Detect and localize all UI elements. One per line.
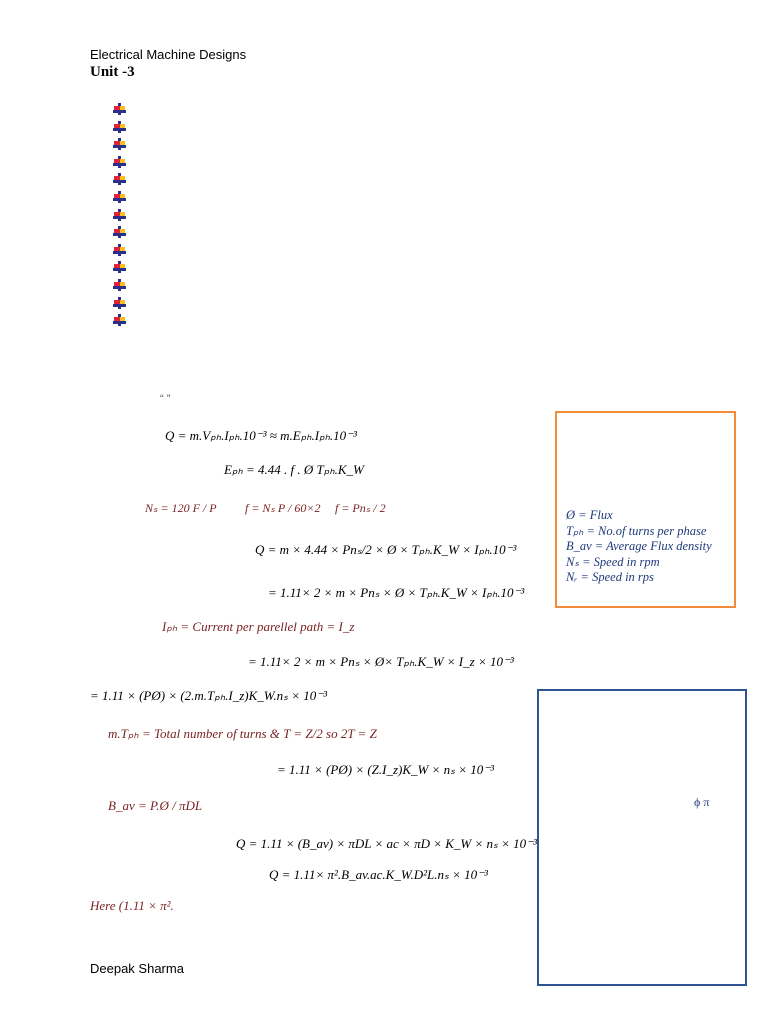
equation-q-step3: = 1.11 × (PØ) × (2.m.Tₚₕ.I_z)K_W.nₛ × 10⁻³ <box>90 688 328 703</box>
pushpin-icon <box>113 244 127 258</box>
legend-turns: Tₚₕ = No.of turns per phase <box>566 523 707 538</box>
pushpin-icon <box>113 314 127 328</box>
bullet-item <box>113 154 127 172</box>
bullet-item <box>113 224 127 242</box>
pushpin-icon <box>113 261 127 275</box>
equation-q-step5: Q = 1.11 × (B_av) × πDL × ac × πD × K_W × nₛ × 10⁻³ <box>236 836 537 851</box>
bullet-item <box>113 189 127 207</box>
equation-f-2: f = Pnₛ / 2 <box>335 501 386 515</box>
phi-pi-text: ϕ π <box>694 795 710 809</box>
equation-ns: Nₛ = 120 F / P <box>145 501 217 515</box>
pushpin-icon <box>113 209 127 223</box>
bullet-list <box>113 101 127 330</box>
bullet-item <box>113 119 127 137</box>
pushpin-icon <box>113 173 127 187</box>
pushpin-icon <box>113 191 127 205</box>
equation-q-step1: = 1.11× 2 × m × Pnₛ × Ø × Tₚₕ.K_W × Iₚₕ.10⁻³ <box>268 585 525 600</box>
bullet-item <box>113 136 127 154</box>
author-footer: Deepak Sharma <box>90 961 184 976</box>
equation-turns-def: m.Tₚₕ = Total number of turns & T = Z/2 so 2T = Z <box>108 726 377 741</box>
legend-box <box>555 411 736 608</box>
bullet-item <box>113 207 127 225</box>
equation-f-1: f = Nₛ P / 60×2 <box>245 501 321 515</box>
bullet-item <box>113 242 127 260</box>
legend-text <box>566 508 712 586</box>
equation-q-final: Q = 1.11× π².B_av.ac.K_W.D²L.nₛ × 10⁻³ <box>269 867 488 882</box>
unit-title: Unit -3 <box>90 64 135 80</box>
notes-box <box>537 689 747 986</box>
equation-here: Here (1.11 × π². <box>90 898 174 913</box>
bullet-item <box>113 295 127 313</box>
equation-bav: B_av = P.Ø / πDL <box>108 798 203 813</box>
pushpin-icon <box>113 156 127 170</box>
legend-flux: Ø = Flux <box>566 508 613 522</box>
pushpin-icon <box>113 103 127 117</box>
legend-nr: Nᵣ = Speed in rps <box>566 570 654 584</box>
pushpin-icon <box>113 121 127 135</box>
bullet-item <box>113 171 127 189</box>
equation-q-step4: = 1.11 × (PØ) × (Z.I_z)K_W × nₛ × 10⁻³ <box>277 762 495 777</box>
pushpin-icon <box>113 226 127 240</box>
equation-q-power: Q = m.Vₚₕ.Iₚₕ.10⁻³ ≈ m.Eₚₕ.Iₚₕ.10⁻³ <box>165 428 357 443</box>
pushpin-icon <box>113 279 127 293</box>
legend-ns: Nₛ = Speed in rpm <box>566 554 660 569</box>
equation-q-step2: = 1.11× 2 × m × Pnₛ × Ø× Tₚₕ.K_W × I_z × 10⁻³ <box>248 654 514 669</box>
bullet-item <box>113 259 127 277</box>
bullet-item <box>113 312 127 330</box>
legend-bav: B_av = Average Flux density <box>566 539 712 553</box>
equation-q-expanded: Q = m × 4.44 × Pnₛ/2 × Ø × Tₚₕ.K_W × Iₚₕ.10⁻³ <box>255 542 517 557</box>
quote-marks: “ ” <box>160 393 171 405</box>
equation-eph: Eₚₕ = 4.44 . f . Ø Tₚₕ.K_W <box>224 462 364 477</box>
course-title: Electrical Machine Designs <box>90 47 247 62</box>
pushpin-icon <box>113 138 127 152</box>
pushpin-icon <box>113 297 127 311</box>
bullet-item <box>113 101 127 119</box>
equation-iph-def: Iₚₕ = Current per parellel path = I_z <box>162 619 355 634</box>
bullet-item <box>113 277 127 295</box>
